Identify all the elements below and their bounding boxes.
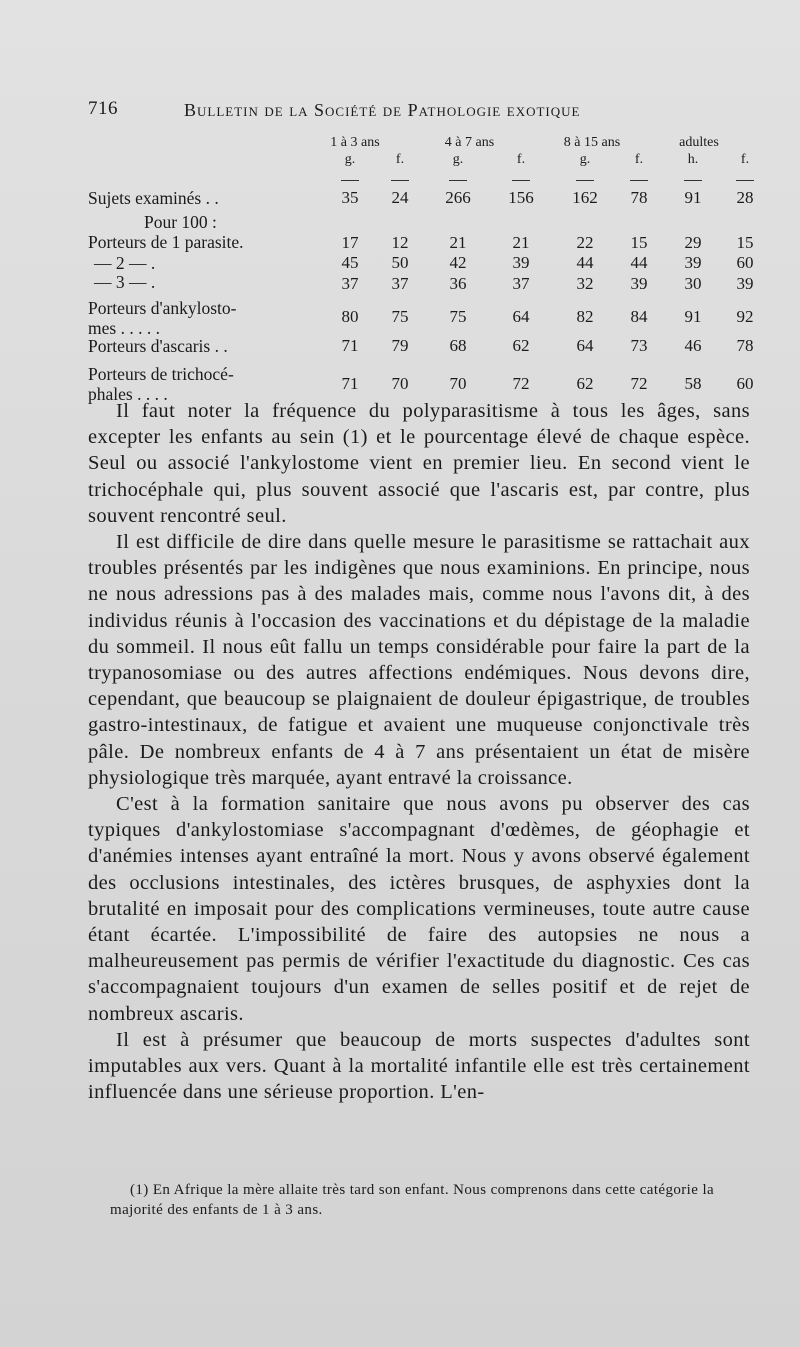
journal-title: Bulletin de la Société de Pathologie exotique: [184, 100, 581, 120]
table-cell: 21: [512, 233, 530, 252]
column-subheader: g.: [344, 152, 356, 167]
column-rule: [449, 180, 467, 181]
column-rule: [684, 180, 702, 181]
table-cell: 82: [576, 307, 594, 326]
table-cell: 36: [449, 274, 467, 293]
column-subheader: f.: [516, 152, 526, 167]
row-label-line: phales . . . .: [88, 384, 168, 404]
column-rule: [576, 180, 594, 181]
row-label-line: Pour 100 :: [144, 212, 217, 232]
row-label-line: Porteurs d'ascaris . .: [88, 336, 228, 356]
table-cell: 29: [684, 233, 702, 252]
table-cell: 62: [512, 336, 530, 355]
table-cell: 71: [341, 336, 359, 355]
table-cell: 39: [630, 274, 648, 293]
table-cell: 12: [391, 233, 409, 252]
table-cell: 21: [449, 233, 467, 252]
table-cell: 35: [341, 188, 359, 207]
row-label-line: Porteurs d'ankylosto-: [88, 298, 237, 318]
row-label: [144, 212, 217, 232]
table-cell: 44: [576, 253, 594, 272]
table-cell: 46: [684, 336, 702, 355]
column-rule: [630, 180, 648, 181]
column-subheader: g.: [452, 152, 464, 167]
table-cell: 62: [576, 374, 594, 393]
table-cell: 64: [512, 307, 530, 326]
column-subheader: f.: [395, 152, 405, 167]
footnote-text: (1) En Afrique la mère allaite très tard son enfant. Nous comprenons dans cette catégorie la majorité des enfants de 1 à 3 ans.: [110, 1182, 715, 1218]
table-cell: 78: [736, 336, 754, 355]
table-cell: 28: [736, 188, 754, 207]
table-cell: 15: [630, 233, 648, 252]
paragraph: Il faut noter la fréquence du polyparasitisme à tous les âges, sans excepter les enfants au sein (1) et le pourcentage élevé de chaque espèce. Seul ou associé l'ankylostome vient en premier lieu. En second vient le trichocéphale qui, plus souvent associé que l'ascaris est, par contre, plus souvent rencontré seul.: [88, 400, 750, 527]
column-group-header: 4 à 7 ans: [444, 135, 495, 150]
table-cell: 39: [684, 253, 702, 272]
table-cell: 37: [341, 274, 359, 293]
table-cell: 30: [684, 274, 702, 293]
table-cell: 17: [341, 233, 359, 252]
table-cell: 39: [736, 274, 754, 293]
row-label-line: Porteurs de trichocé-: [88, 364, 234, 384]
table-cell: 15: [736, 233, 754, 252]
row-label-line: mes . . . . .: [88, 318, 160, 338]
footnote: [110, 1180, 750, 1220]
row-label-line: Sujets examinés . .: [88, 188, 219, 208]
row-label: [94, 253, 155, 273]
table-cell: 75: [449, 307, 467, 326]
paragraph: Il est difficile de dire dans quelle mesure le parasitisme se rattachait aux troubles présentés par les indigènes que nous examinions. En principe, nous ne nous adressions pas à des malades mais, comme nous l'avons dit, à des individus réunis à l'occasion des vaccinations et du dépistage de la maladie du sommeil. Il nous eût fallu un temps considérable pour faire la part de la trypanosomiase ou des autres affections endémiques. Nous devons dire, cependant, que beaucoup se plaignaient de douleur épigastrique, de troubles gastro-intestinaux, de fatigue et avaient une muqueuse conjonctivale très pâle. De nombreux enfants de 4 à 7 ans présentaient un état de misère physiologique très marquée, ayant entravé la croissance.: [88, 531, 750, 789]
table-cell: 72: [512, 374, 530, 393]
page-number: 716: [88, 98, 118, 119]
table-cell: 44: [630, 253, 648, 272]
table-cell: 71: [341, 374, 359, 393]
table-cell: 37: [391, 274, 409, 293]
column-subheader: g.: [579, 152, 591, 167]
table-cell: 45: [341, 253, 359, 272]
row-label: [88, 336, 228, 356]
table-cell: 78: [630, 188, 648, 207]
table-cell: 91: [684, 307, 702, 326]
table-cell: 72: [630, 374, 648, 393]
table-cell: 42: [449, 253, 467, 272]
column-rule: [341, 180, 359, 181]
row-label: [94, 272, 155, 292]
table-cell: 80: [341, 307, 359, 326]
table-cell: 75: [391, 307, 409, 326]
paragraph: Il est à présumer que beaucoup de morts suspectes d'adultes sont imputables aux vers. Quant à la mortalité infantile elle est très certainement influencée dans une sérieuse proportion. L'en-: [88, 1028, 750, 1104]
table-cell: 156: [508, 188, 534, 207]
row-label-line: — 3 — .: [94, 272, 156, 292]
table-cell: 92: [736, 307, 754, 326]
row-label-line: Porteurs de 1 parasite.: [88, 232, 244, 252]
column-group-header: 1 à 3 ans: [330, 135, 380, 150]
column-group-header: adultes: [679, 135, 719, 150]
table-cell: 266: [445, 188, 471, 207]
table-cell: 68: [449, 336, 467, 355]
paragraph: C'est à la formation sanitaire que nous avons pu observer des cas typiques d'ankylostomiase s'accompagnant d'œdèmes, de géophagie et d'anémies intenses ayant entraîné la mort. Nous y avons observé également des occlusions intestinales, des ictères brusques, de asphyxies dont la brutalité en imposait pour des complications vermineuses, toute autre cause étant écartée. L'impossibilité de faire des autopsies ne nous a malheureusement pas permis de vérifier l'exactitude du diagnostic. Ces cas s'accompagnaient toujours d'un examen de selles positif et de rejet de nombreux ascaris.: [88, 793, 750, 1025]
row-label: [88, 188, 219, 208]
table-cell: 79: [391, 336, 409, 355]
column-rule: [512, 180, 530, 181]
row-label: [88, 232, 244, 252]
table-cell: 73: [630, 336, 648, 355]
table-cell: 84: [630, 307, 648, 326]
table-cell: 22: [576, 233, 594, 252]
column-group-header: 8 à 15 ans: [563, 135, 621, 150]
column-rule: [736, 180, 754, 181]
table-cell: 50: [391, 253, 409, 272]
column-subheader: h.: [687, 152, 699, 167]
row-label: [88, 298, 237, 338]
column-subheader: f.: [740, 152, 750, 167]
row-label-line: — 2 — .: [94, 253, 156, 273]
table-cell: 91: [684, 188, 702, 207]
table-cell: 32: [576, 274, 594, 293]
table-cell: 37: [512, 274, 530, 293]
table-cell: 60: [736, 253, 754, 272]
table-cell: 70: [391, 374, 409, 393]
body-text: [88, 398, 750, 1105]
table-cell: 64: [576, 336, 594, 355]
table-cell: 39: [512, 253, 530, 272]
table-cell: 24: [391, 188, 409, 207]
column-subheader: f.: [634, 152, 644, 167]
table-cell: 70: [449, 374, 467, 393]
column-rule: [391, 180, 409, 181]
table-cell: 60: [736, 374, 754, 393]
table-cell: 58: [684, 374, 702, 393]
table-cell: 162: [572, 188, 598, 207]
